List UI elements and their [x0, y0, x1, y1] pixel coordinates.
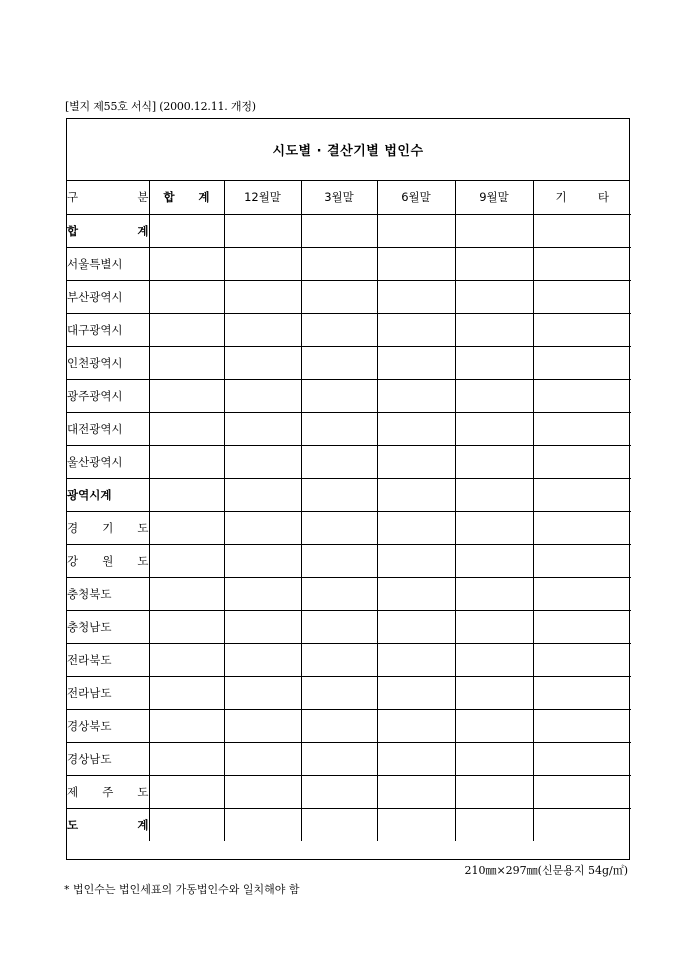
data-cell[interactable]	[149, 742, 224, 775]
data-cell[interactable]	[301, 709, 377, 742]
data-cell[interactable]	[224, 808, 301, 841]
data-cell[interactable]	[455, 775, 533, 808]
data-cell[interactable]	[455, 544, 533, 577]
data-cell[interactable]	[224, 478, 301, 511]
row-label: 울산광역시	[67, 445, 149, 478]
data-cell[interactable]	[224, 214, 301, 247]
data-cell[interactable]	[455, 445, 533, 478]
table-row	[67, 709, 631, 742]
paper-size-note: 210㎜×297㎜(신문용지 54g/㎡)	[464, 864, 628, 877]
data-cell[interactable]	[149, 544, 224, 577]
data-cell[interactable]	[455, 610, 533, 643]
data-cell[interactable]	[455, 742, 533, 775]
data-cell[interactable]	[149, 379, 224, 412]
data-cell[interactable]	[224, 280, 301, 313]
data-cell[interactable]	[149, 709, 224, 742]
data-cell[interactable]	[149, 577, 224, 610]
row-label: 전라북도	[67, 643, 149, 676]
data-cell[interactable]	[533, 742, 631, 775]
data-cell[interactable]	[455, 313, 533, 346]
data-cell[interactable]	[301, 412, 377, 445]
data-cell[interactable]	[301, 742, 377, 775]
data-cell[interactable]	[377, 643, 455, 676]
data-cell[interactable]	[377, 313, 455, 346]
data-cell[interactable]	[301, 247, 377, 280]
data-cell[interactable]	[149, 610, 224, 643]
table-row	[67, 346, 631, 379]
data-cell[interactable]	[224, 610, 301, 643]
row-label: 강 원 도	[67, 544, 149, 577]
data-cell[interactable]	[533, 808, 631, 841]
data-cell[interactable]	[533, 775, 631, 808]
data-cell[interactable]	[533, 478, 631, 511]
data-cell[interactable]	[149, 643, 224, 676]
data-cell[interactable]	[224, 445, 301, 478]
row-label: 광역시계	[67, 478, 149, 511]
row-label: 부산광역시	[67, 280, 149, 313]
data-cell[interactable]	[224, 313, 301, 346]
table-row	[67, 775, 631, 808]
data-cell[interactable]	[301, 280, 377, 313]
data-cell[interactable]	[377, 511, 455, 544]
corporation-count-table	[67, 181, 631, 841]
data-cell[interactable]	[301, 610, 377, 643]
data-cell[interactable]	[224, 577, 301, 610]
data-cell[interactable]	[149, 214, 224, 247]
data-cell[interactable]	[224, 775, 301, 808]
data-cell[interactable]	[533, 445, 631, 478]
data-cell[interactable]	[224, 709, 301, 742]
data-cell[interactable]	[301, 544, 377, 577]
row-label: 광주광역시	[67, 379, 149, 412]
data-cell[interactable]	[377, 214, 455, 247]
data-cell[interactable]	[455, 511, 533, 544]
data-cell[interactable]	[149, 478, 224, 511]
footnote: * 법인수는 법인세표의 가동법인수와 일치해야 함	[64, 883, 300, 896]
data-cell[interactable]	[533, 247, 631, 280]
table-row	[67, 742, 631, 775]
data-cell[interactable]	[377, 808, 455, 841]
table-row	[67, 214, 631, 247]
data-cell[interactable]	[149, 676, 224, 709]
table-row	[67, 412, 631, 445]
table-row	[67, 808, 631, 841]
row-label: 서울특별시	[67, 247, 149, 280]
row-label: 충청남도	[67, 610, 149, 643]
data-cell[interactable]	[224, 379, 301, 412]
data-cell[interactable]	[301, 214, 377, 247]
data-cell[interactable]	[455, 379, 533, 412]
data-cell[interactable]	[455, 709, 533, 742]
data-cell[interactable]	[301, 346, 377, 379]
header-category: 구 분	[67, 181, 149, 214]
table-row	[67, 676, 631, 709]
data-cell[interactable]	[149, 445, 224, 478]
data-cell[interactable]	[301, 313, 377, 346]
header-dec: 12월말	[224, 181, 301, 214]
data-cell[interactable]	[224, 643, 301, 676]
header-jun: 6월말	[377, 181, 455, 214]
data-cell[interactable]	[533, 412, 631, 445]
form-title: 시도별 · 결산기별 법인수	[67, 119, 629, 181]
table-row	[67, 577, 631, 610]
data-cell[interactable]	[455, 247, 533, 280]
data-cell[interactable]	[377, 379, 455, 412]
data-cell[interactable]	[149, 412, 224, 445]
data-cell[interactable]	[301, 775, 377, 808]
data-cell[interactable]	[377, 478, 455, 511]
data-cell[interactable]	[377, 742, 455, 775]
row-label: 경상남도	[67, 742, 149, 775]
data-cell[interactable]	[455, 676, 533, 709]
data-cell[interactable]	[533, 577, 631, 610]
data-cell[interactable]	[533, 313, 631, 346]
form-number-header: [별지 제55호 서식] (2000.12.11. 개정)	[65, 100, 256, 113]
row-label: 경상북도	[67, 709, 149, 742]
data-cell[interactable]	[533, 214, 631, 247]
row-label: 경 기 도	[67, 511, 149, 544]
data-cell[interactable]	[149, 247, 224, 280]
table-row	[67, 643, 631, 676]
data-cell[interactable]	[301, 577, 377, 610]
table-row	[67, 280, 631, 313]
table-header-row	[67, 181, 631, 214]
data-cell[interactable]	[533, 280, 631, 313]
data-cell[interactable]	[533, 511, 631, 544]
data-cell[interactable]	[224, 544, 301, 577]
row-label: 대전광역시	[67, 412, 149, 445]
data-cell[interactable]	[149, 511, 224, 544]
data-cell[interactable]	[377, 709, 455, 742]
data-cell[interactable]	[149, 346, 224, 379]
row-label: 인천광역시	[67, 346, 149, 379]
data-cell[interactable]	[301, 445, 377, 478]
data-cell[interactable]	[377, 445, 455, 478]
data-cell[interactable]	[377, 610, 455, 643]
data-cell[interactable]	[455, 808, 533, 841]
row-label: 대구광역시	[67, 313, 149, 346]
form-table-box	[66, 118, 630, 860]
data-cell[interactable]	[533, 676, 631, 709]
data-cell[interactable]	[377, 775, 455, 808]
data-cell[interactable]	[149, 808, 224, 841]
data-cell[interactable]	[377, 247, 455, 280]
table-row	[67, 445, 631, 478]
data-cell[interactable]	[377, 346, 455, 379]
data-cell[interactable]	[533, 544, 631, 577]
data-cell[interactable]	[377, 412, 455, 445]
data-cell[interactable]	[224, 511, 301, 544]
table-row	[67, 313, 631, 346]
data-cell[interactable]	[224, 346, 301, 379]
data-cell[interactable]	[377, 676, 455, 709]
data-cell[interactable]	[149, 313, 224, 346]
row-label: 제 주 도	[67, 775, 149, 808]
data-cell[interactable]	[455, 412, 533, 445]
data-cell[interactable]	[455, 280, 533, 313]
table-row	[67, 379, 631, 412]
data-cell[interactable]	[301, 511, 377, 544]
data-cell[interactable]	[377, 577, 455, 610]
data-cell[interactable]	[224, 412, 301, 445]
table-row	[67, 247, 631, 280]
data-cell[interactable]	[533, 643, 631, 676]
header-mar: 3월말	[301, 181, 377, 214]
row-label: 도 계	[67, 808, 149, 841]
data-cell[interactable]	[533, 709, 631, 742]
data-cell[interactable]	[149, 775, 224, 808]
data-cell[interactable]	[224, 247, 301, 280]
data-cell[interactable]	[533, 610, 631, 643]
table-row	[67, 544, 631, 577]
data-cell[interactable]	[533, 346, 631, 379]
table-row	[67, 478, 631, 511]
data-cell[interactable]	[301, 379, 377, 412]
header-total: 합 계	[149, 181, 224, 214]
data-cell[interactable]	[377, 280, 455, 313]
row-label: 합 계	[67, 214, 149, 247]
row-label: 충청북도	[67, 577, 149, 610]
data-cell[interactable]	[455, 643, 533, 676]
data-cell[interactable]	[455, 214, 533, 247]
table-row	[67, 610, 631, 643]
data-cell[interactable]	[301, 808, 377, 841]
row-label: 전라남도	[67, 676, 149, 709]
data-cell[interactable]	[301, 643, 377, 676]
header-other: 기 타	[533, 181, 631, 214]
data-cell[interactable]	[377, 544, 455, 577]
header-sep: 9월말	[455, 181, 533, 214]
data-cell[interactable]	[455, 346, 533, 379]
data-cell[interactable]	[301, 676, 377, 709]
table-row	[67, 511, 631, 544]
data-cell[interactable]	[301, 478, 377, 511]
data-cell[interactable]	[533, 379, 631, 412]
data-cell[interactable]	[455, 478, 533, 511]
data-cell[interactable]	[224, 676, 301, 709]
data-cell[interactable]	[224, 742, 301, 775]
data-cell[interactable]	[149, 280, 224, 313]
data-cell[interactable]	[455, 577, 533, 610]
